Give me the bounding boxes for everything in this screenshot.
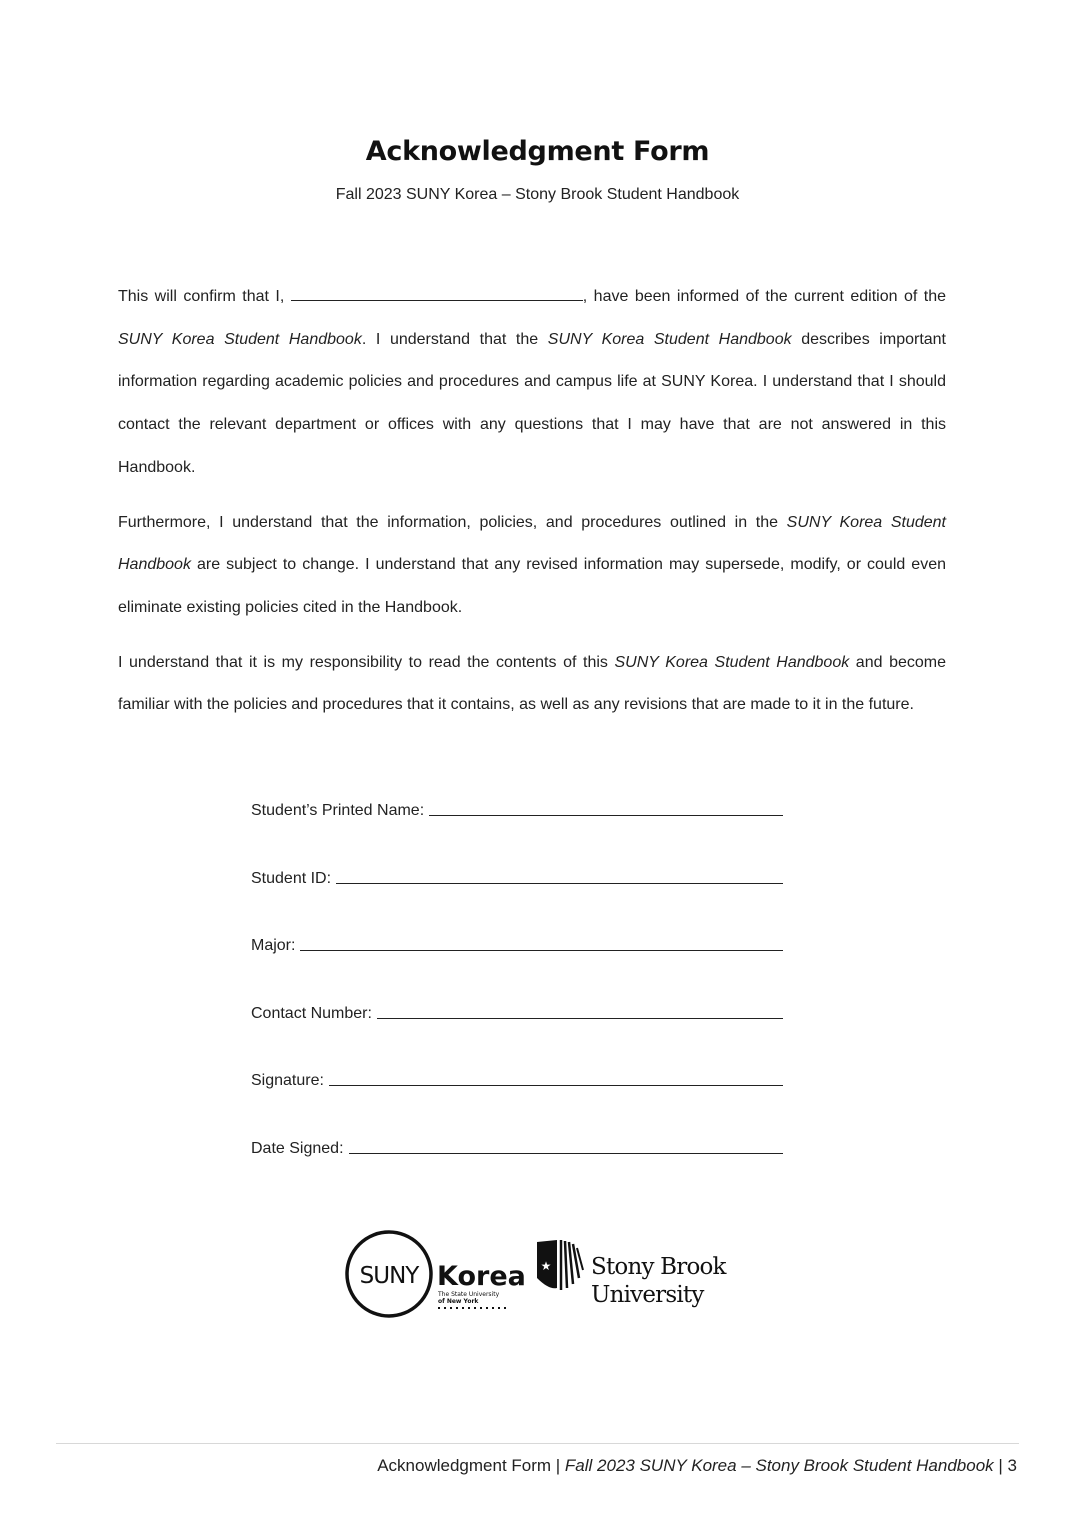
signature-line[interactable]	[329, 1085, 783, 1086]
acknowledgment-text	[118, 276, 946, 739]
paragraph-2: Furthermore, I understand that the information, policies, and procedures outlined in the SUNY Korea Student Handbook are subject to change. I understand that any revised information may supersede, modify, or could even eliminate existing policies cited in the Handbook.	[118, 513, 946, 616]
paragraph-1: This will confirm that I, , have been informed of the current edition of the SUNY Korea Student Handbook. I understand that the SUNY Korea Student Handbook describes important information regarding academic policies and procedures and campus life at SUNY Korea. I understand that I should contact the relevant department or offices with any questions that I may have that are not answered in this Handbook.	[118, 288, 947, 476]
korea-text: Korea	[437, 1261, 526, 1292]
footer-divider	[56, 1443, 1019, 1444]
contact-number-field[interactable]	[251, 955, 783, 1023]
page-subtitle: Fall 2023 SUNY Korea – Stony Brook Student Handbook	[335, 186, 740, 203]
star-icon: ★	[540, 1259, 552, 1273]
page-number: 3	[1007, 1456, 1017, 1475]
name-blank	[291, 299, 583, 301]
major-line[interactable]	[300, 950, 783, 951]
major-label: Major:	[251, 937, 296, 955]
student-id-label: Student ID:	[251, 869, 332, 887]
printed-name-line[interactable]	[429, 815, 783, 816]
university-text: University	[591, 1282, 704, 1308]
suny-korea-logo	[347, 1232, 526, 1316]
contact-number-label: Contact Number:	[251, 1004, 372, 1022]
korea-sub2: of New York	[438, 1298, 479, 1305]
stony-brook-logo	[537, 1240, 728, 1308]
signature-field[interactable]	[251, 1023, 783, 1091]
student-id-field[interactable]	[251, 820, 783, 888]
suny-text: SUNY	[359, 1263, 419, 1289]
page-footer: Acknowledgment Form | Fall 2023 SUNY Korea – Stony Brook Student Handbook | 3	[377, 1456, 1017, 1475]
printed-name-label: Student’s Printed Name:	[251, 802, 425, 819]
student-id-line[interactable]	[336, 883, 783, 884]
paragraph-3: I understand that it is my responsibility to read the contents of this SUNY Korea Student Handbook and become familiar with the policies and procedures that it contains, as well as any revisions that are made to it in the future.	[118, 653, 947, 714]
korea-sub1: The State University	[438, 1291, 500, 1298]
university-logos	[345, 1228, 735, 1320]
major-field[interactable]	[251, 888, 783, 956]
contact-number-line[interactable]	[377, 1018, 783, 1019]
footer-handbook: Fall 2023 SUNY Korea – Stony Brook Student Handbook	[564, 1456, 994, 1475]
student-info-form	[251, 790, 783, 1158]
footer-section: Acknowledgment Form	[377, 1456, 552, 1475]
signature-label: Signature:	[251, 1072, 324, 1090]
date-signed-field[interactable]	[251, 1090, 783, 1158]
stony-brook-text: Stony Brook	[591, 1254, 726, 1280]
date-signed-label: Date Signed:	[251, 1139, 344, 1157]
date-signed-line[interactable]	[349, 1153, 783, 1154]
printed-name-field[interactable]	[251, 790, 783, 820]
page-title: Acknowledgment Form	[365, 136, 710, 167]
